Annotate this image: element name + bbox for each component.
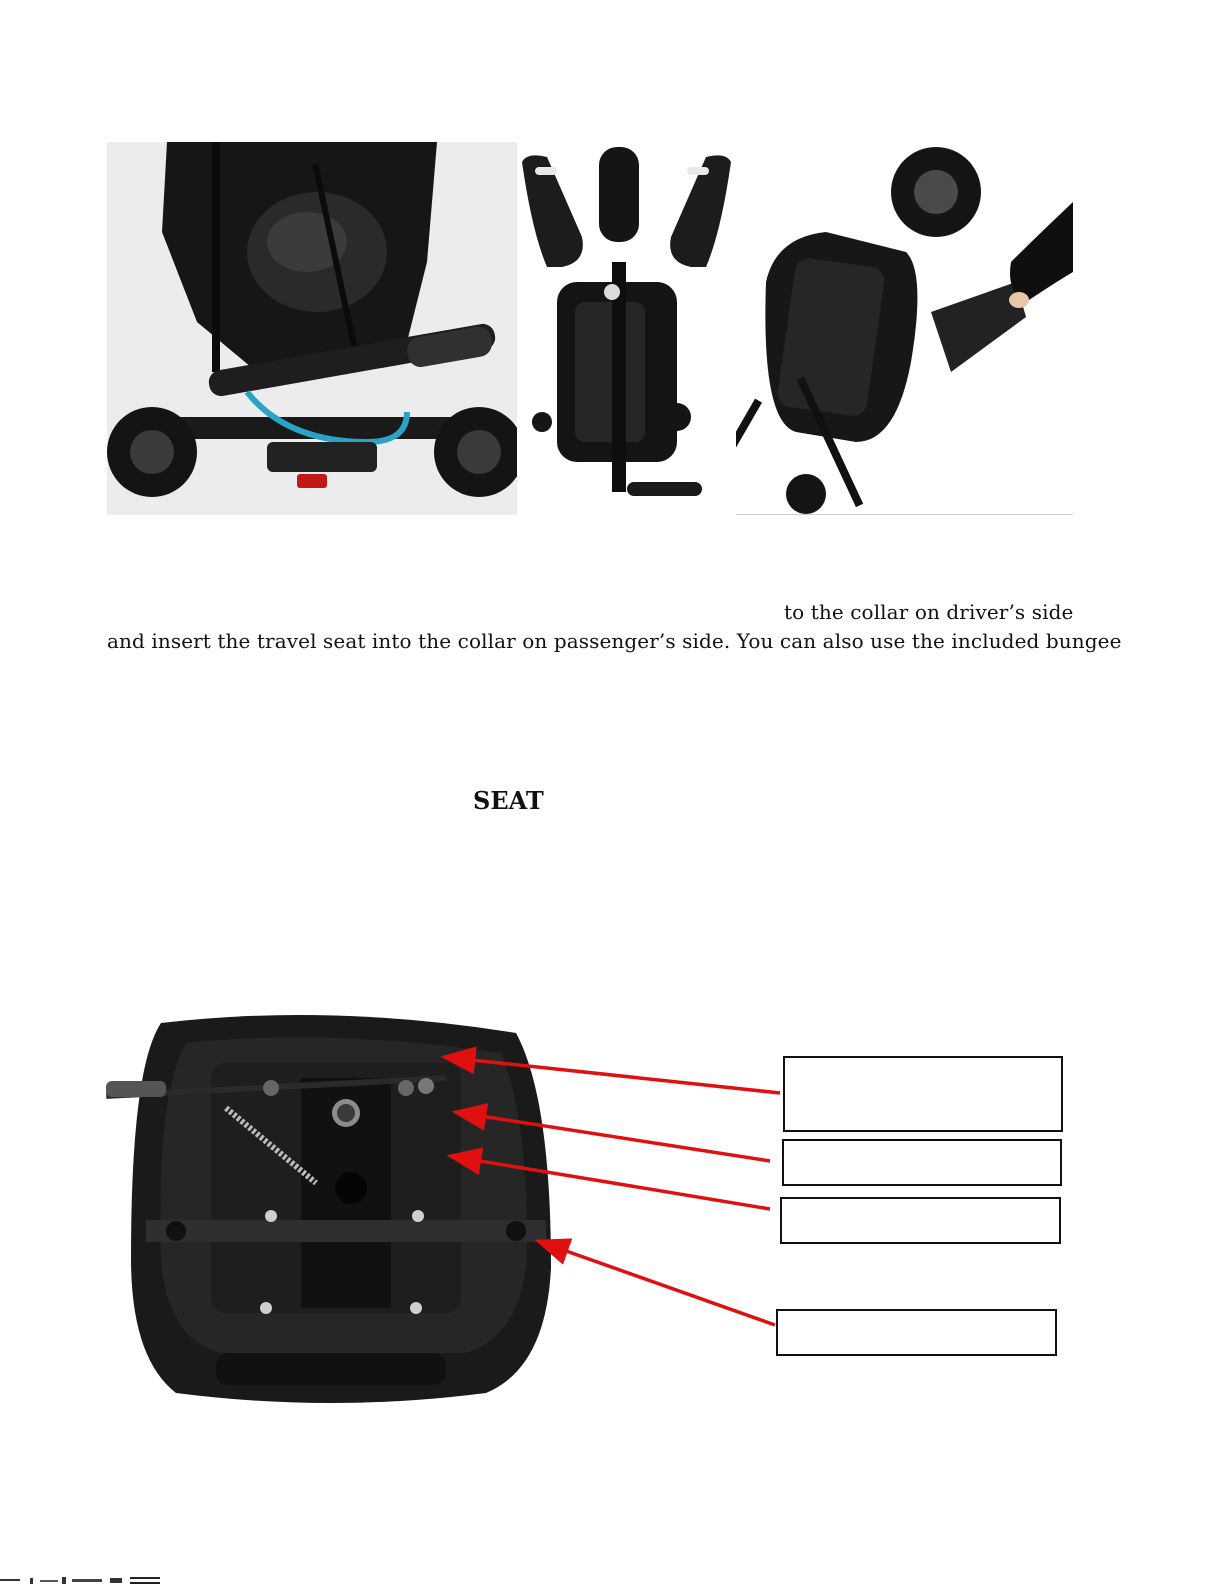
instruction-text-line-1: to the collar on driver’s side [784, 600, 1074, 624]
section-heading: SEAT [473, 786, 544, 815]
instruction-text-line-2: and insert the travel seat into the collar on passenger’s side. You can also use the included bungee [107, 629, 1122, 653]
callout-box-3 [780, 1197, 1061, 1244]
folded-scooter-top-photo [517, 142, 736, 515]
folded-scooter-front-photo [107, 142, 517, 515]
callout-box-2 [782, 1139, 1062, 1186]
folded-scooter-pulled-photo [736, 142, 1073, 515]
callout-arrow-4 [538, 1241, 775, 1325]
footer-scan-strip [0, 1576, 170, 1585]
seat-underside-photo [106, 1008, 556, 1410]
callout-box-4 [776, 1309, 1057, 1356]
callout-box-1 [783, 1056, 1063, 1132]
